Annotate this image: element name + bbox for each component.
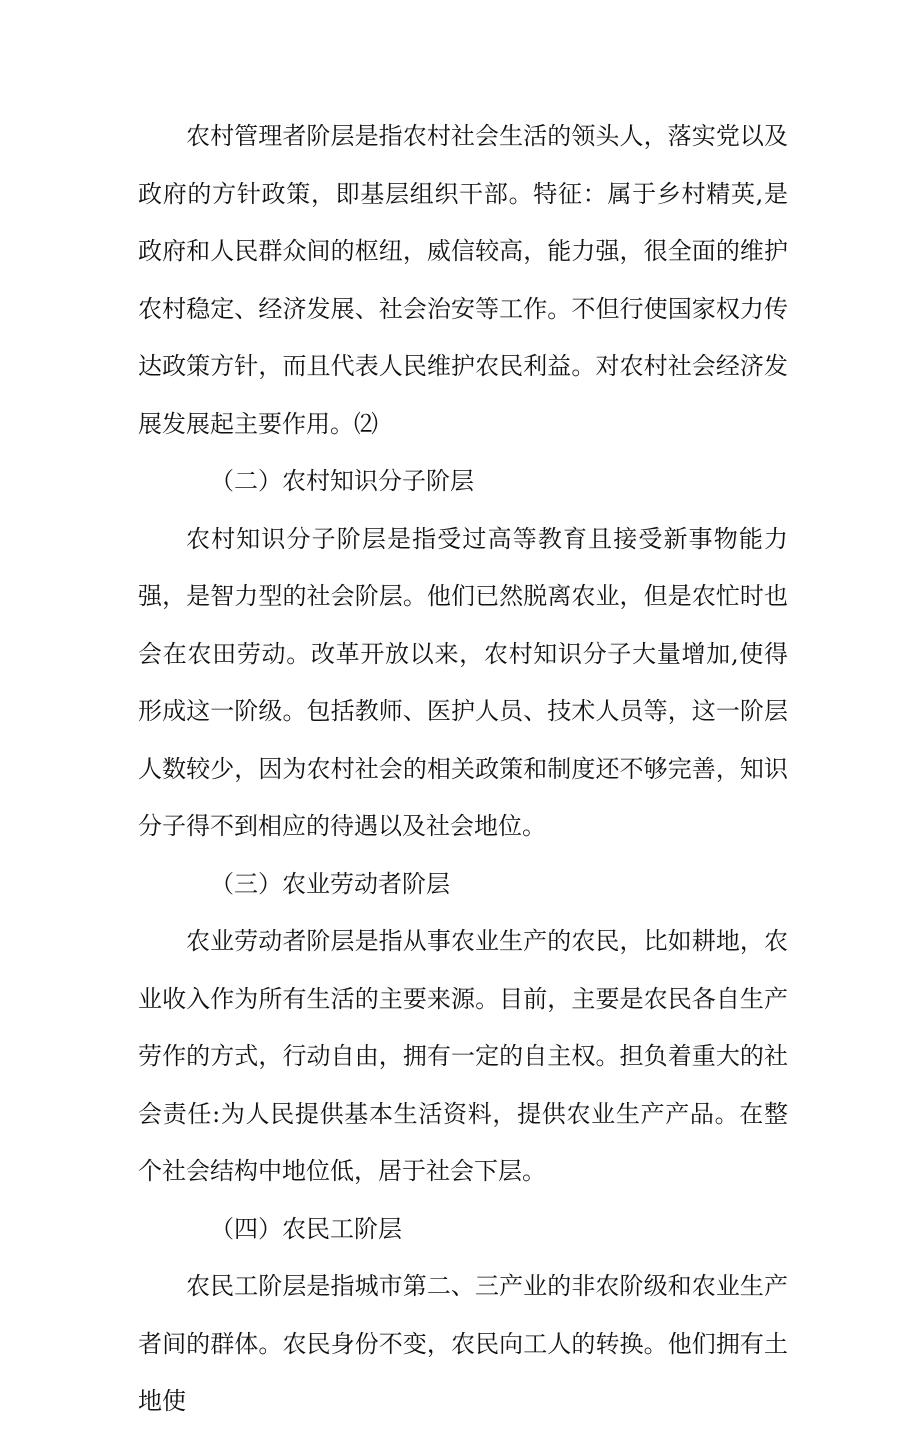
section-heading-migrant-workers: （四）农民工阶层: [210, 1214, 402, 1243]
section-heading-agricultural-laborers: （三）农业劳动者阶层: [210, 869, 450, 898]
paragraph-rural-managers: 农村管理者阶层是指农村社会生活的领头人，落实党以及政府的方针政策，即基层组织干部。特征：属于乡村精英,是政府和人民群众间的枢纽，威信较高，能力强，很全面的维护农村稳定、经济发展、社会治安等工作。不但行使国家权力传达政策方针，而且代表人民维护农民利益。对农村社会经济发展发展起主要作用。⑵: [138, 122, 788, 438]
paragraph-agricultural-laborers: 农业劳动者阶层是指从事农业生产的农民，比如耕地，农业收入作为所有生活的主要来源。目前，主要是农民各自生产劳作的方式，行动自由，拥有一定的自主权。担负着重大的社会责任:为人民提供基本生活资料，提供农业生产产品。在整个社会结构中地位低，居于社会下层。: [138, 927, 788, 1185]
section-heading-rural-intellectuals: （二）农村知识分子阶层: [210, 467, 474, 495]
paragraph-rural-intellectuals: 农村知识分子阶层是指受过高等教育且接受新事物能力强，是智力型的社会阶层。他们已然脱离农业，但是农忙时也会在农田劳动。改革开放以来，农村知识分子大量增加,使得形成这一阶级。包括教师、医护人员、技术人员等，这一阶层人数较少，因为农村社会的相关政策和制度还不够完善，知识分子得不到相应的待遇以及社会地位。: [138, 524, 788, 840]
document-page: [138, 108, 788, 1431]
paragraph-migrant-workers: 农民工阶层是指城市第二、三产业的非农阶级和农业生产者间的群体。农民身份不变，农民向工人的转换。他们拥有土地使: [138, 1272, 788, 1415]
